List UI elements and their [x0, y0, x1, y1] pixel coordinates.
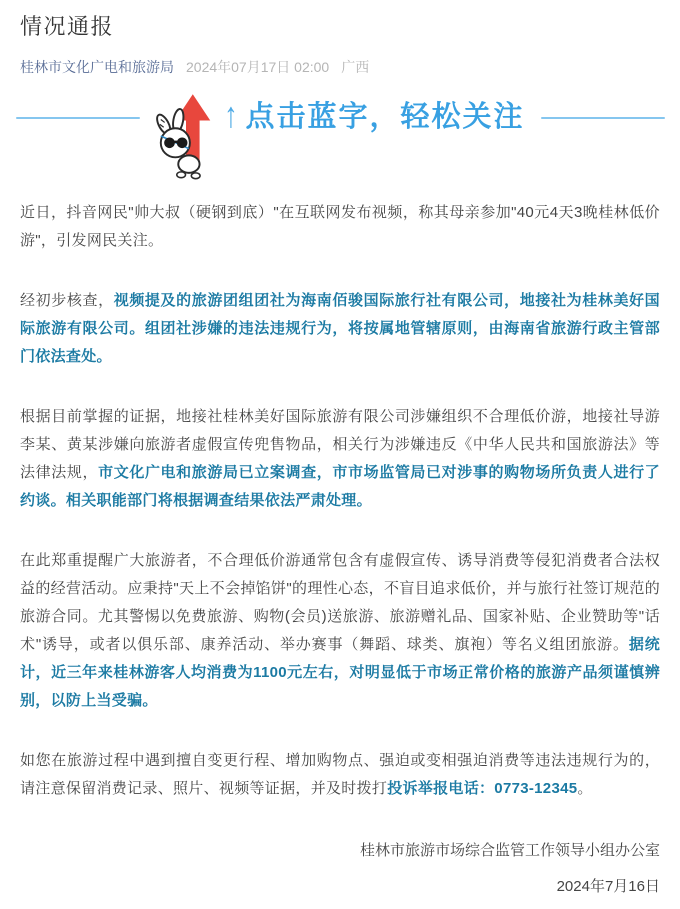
signature-date: 2024年7月16日 [556, 878, 660, 895]
highlighted-text: 投诉举报电话：0773-12345 [387, 780, 578, 797]
signature-office: 桂林市旅游市场综合监管工作领导小组办公室 [359, 842, 660, 859]
article-paragraph [20, 747, 660, 803]
publish-location: 广西 [341, 59, 370, 75]
highlighted-text: 据统计，近三年来桂林游客人均消费为1100元左右，对明显低于市场正常价格的旅游产品须谨慎辨别，以防上当受骗。 [20, 636, 661, 709]
banner-caption: 点击蓝字，轻松关注 [245, 101, 525, 133]
body-text: 如您在旅游过程中遇到擅自变更行程、增加购物点、强迫或变相强迫消费等违法违规行为的，请注意保留消费记录、照片、视频等证据，并及时拨打 [20, 752, 660, 797]
article-body [20, 199, 660, 803]
body-text: 近日，抖音网民"帅大叔（硬钢到底）"在互联网发布视频，称其母亲参加"40元4天3晚桂林低价游"，引发网民关注。 [20, 204, 660, 249]
banner-right-line [541, 117, 665, 119]
body-text: 在此郑重提醒广大旅游者，不合理低价游通常包含有虚假宣传、诱导消费等侵犯消费者合法权益的经营活动。应秉持"天上不会掉馅饼"的理性心态，不盲目追求低价，并与旅行社签订规范的旅游合同。尤其警惕以免费旅游、购物(会员)送旅游、旅游赠礼品、国家补贴、企业赞助等"话术"诱导，或者以俱乐部、康养活动、举办赛事（舞蹈、球类、旗袍）等名义组团旅游。 [20, 552, 660, 653]
account-name-link[interactable]: 桂林市文化广电和旅游局 [20, 59, 174, 75]
rabbit-red-arrow-icon [154, 91, 218, 181]
publish-datetime: 2024年07月17日 02:00 [186, 59, 330, 75]
body-text: 。 [577, 780, 593, 797]
page-title: 情况通报 [20, 14, 115, 39]
signature-block [20, 837, 660, 901]
body-text: 根据目前掌握的证据，地接社桂林美好国际旅游有限公司涉嫌组织不合理低价游，地接社导游李某、黄某涉嫌向旅游者虚假宣传兜售物品，相关行为涉嫌违反《中华人民共和国旅游法》等法律法规， [20, 408, 660, 481]
byline [20, 57, 660, 77]
article-paragraph [20, 547, 660, 715]
banner-left-line [16, 117, 140, 119]
body-text: 经初步核查， [20, 292, 114, 309]
highlighted-text: 视频提及的旅游团组团社为海南佰骏国际旅行社有限公司，地接社为桂林美好国际旅游有限公司。组团社涉嫌的违法违规行为，将按属地管辖原则，由海南省旅游行政主管部门依法查处。 [20, 292, 660, 365]
article-paragraph [20, 199, 660, 255]
article-paragraph [20, 287, 660, 371]
article-paragraph [20, 403, 660, 515]
up-arrow-glyph: ↑ [223, 94, 238, 135]
follow-banner [20, 91, 660, 185]
highlighted-text: 市文化广电和旅游局已立案调查，市市场监管局已对涉事的购物场所负责人进行了约谈。相关职能部门将根据调查结果依法严肃处理。 [20, 464, 660, 509]
